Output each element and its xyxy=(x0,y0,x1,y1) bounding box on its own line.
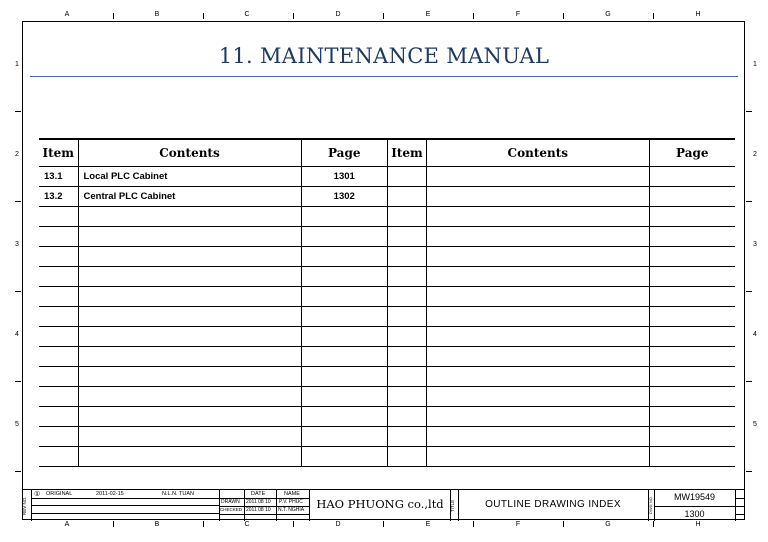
cell-content xyxy=(78,407,301,427)
cell-content xyxy=(426,247,649,267)
table-row xyxy=(39,307,387,327)
cell-item xyxy=(388,407,427,427)
cell-item xyxy=(39,347,78,367)
cell-page xyxy=(649,227,735,247)
table-row xyxy=(39,347,387,367)
cell-content xyxy=(78,267,301,287)
table-row xyxy=(39,207,387,227)
cell-item xyxy=(39,387,78,407)
cell-item xyxy=(39,207,78,227)
cell-content xyxy=(426,447,649,467)
rev-description: ORIGINAL xyxy=(46,491,73,497)
cell-page xyxy=(649,367,735,387)
table-row xyxy=(388,387,736,407)
table-row xyxy=(388,207,736,227)
cell-content xyxy=(426,267,649,287)
zone-column-label: D xyxy=(335,521,341,528)
table-row xyxy=(39,267,387,287)
cell-page xyxy=(301,387,387,407)
cell-page xyxy=(649,167,735,187)
cell-item xyxy=(39,447,78,467)
cell-item: 13.2 xyxy=(39,187,78,207)
cell-item xyxy=(39,427,78,447)
cell-item xyxy=(388,167,427,187)
zone-row-label: 5 xyxy=(753,421,757,428)
cell-content xyxy=(426,227,649,247)
cell-content xyxy=(426,327,649,347)
name-header: NAME xyxy=(284,491,300,497)
title-label: TITLE xyxy=(450,499,455,513)
dwg-no-label: DWG NO. xyxy=(648,496,653,515)
cell-content xyxy=(78,427,301,447)
cell-item xyxy=(388,327,427,347)
cell-page xyxy=(649,267,735,287)
drawing-title: OUTLINE DRAWING INDEX xyxy=(485,499,621,510)
zone-row-label: 4 xyxy=(15,331,19,338)
cell-content xyxy=(426,407,649,427)
cell-content xyxy=(426,387,649,407)
drawn-name: P.V. PHUC xyxy=(279,499,303,505)
table-row xyxy=(39,407,387,427)
table-row xyxy=(388,307,736,327)
table-row xyxy=(39,367,387,387)
checked-date: 2011 08 10 xyxy=(246,507,271,513)
cell-item xyxy=(39,307,78,327)
cell-item xyxy=(39,267,78,287)
checked-name: N.T. NGHIA xyxy=(278,507,305,513)
cell-page: 1301 xyxy=(301,167,387,187)
table-row xyxy=(39,227,387,247)
cell-item xyxy=(388,247,427,267)
header-page: Page xyxy=(301,139,387,167)
zone-column-label: E xyxy=(425,11,431,18)
zone-column-label: C xyxy=(244,11,250,18)
cell-page xyxy=(301,347,387,367)
drawn-date: 2011 08 10 xyxy=(246,499,271,505)
company-name: HAO PHUONG co.,ltd xyxy=(316,497,444,511)
table-row xyxy=(39,387,387,407)
table-row xyxy=(388,227,736,247)
zone-column-label: B xyxy=(154,11,160,18)
table-row xyxy=(388,427,736,447)
header-item: Item xyxy=(39,139,78,167)
rev-by: N.L.N. TUAN xyxy=(162,491,194,497)
zone-row-label: 1 xyxy=(15,61,19,68)
header-item: Item xyxy=(388,139,427,167)
cell-page xyxy=(649,247,735,267)
index-table-left xyxy=(39,138,387,467)
cell-content xyxy=(78,347,301,367)
table-row xyxy=(388,367,736,387)
zone-column-label: D xyxy=(335,11,341,18)
cell-item xyxy=(388,307,427,327)
title-block xyxy=(22,489,745,521)
zone-row-label: 4 xyxy=(753,331,757,338)
rev-mark: ① xyxy=(34,491,41,498)
table-row xyxy=(388,267,736,287)
table-row xyxy=(388,187,736,207)
cell-page xyxy=(301,227,387,247)
table-row xyxy=(388,447,736,467)
cell-content xyxy=(78,227,301,247)
cell-item xyxy=(39,227,78,247)
cell-page xyxy=(649,207,735,227)
cell-item xyxy=(388,447,427,467)
cell-item xyxy=(388,227,427,247)
cell-content xyxy=(78,307,301,327)
table-row xyxy=(39,187,387,207)
cell-content xyxy=(78,387,301,407)
rev-date: 2011-02-15 xyxy=(96,491,124,497)
zone-column-label: A xyxy=(64,521,70,528)
zone-column-label: H xyxy=(695,11,701,18)
date-header: DATE xyxy=(251,491,266,497)
cell-item xyxy=(388,207,427,227)
cell-content xyxy=(426,287,649,307)
zone-row-label: 3 xyxy=(753,241,757,248)
table-row xyxy=(388,347,736,367)
cell-item xyxy=(39,327,78,347)
zone-row-label: 2 xyxy=(15,151,19,158)
rev-no-label: REV NO. xyxy=(22,496,27,516)
table-row xyxy=(388,167,736,187)
cell-content: Local PLC Cabinet xyxy=(78,167,301,187)
sheet-number: 1300 xyxy=(684,509,705,519)
zone-column-label: A xyxy=(64,11,70,18)
cell-content xyxy=(78,247,301,267)
cell-page xyxy=(301,307,387,327)
zone-column-label: G xyxy=(605,521,611,528)
table-row xyxy=(39,247,387,267)
table-row xyxy=(388,247,736,267)
cell-content xyxy=(78,327,301,347)
cell-page xyxy=(649,287,735,307)
project-number: MW19549 xyxy=(673,492,716,502)
cell-page xyxy=(649,327,735,347)
cell-item xyxy=(39,367,78,387)
zone-row-label: 1 xyxy=(753,61,757,68)
page-title: 11. MAINTENANCE MANUAL xyxy=(218,44,550,68)
table-row xyxy=(39,327,387,347)
cell-page xyxy=(649,447,735,467)
cell-page xyxy=(301,447,387,467)
table-row xyxy=(388,327,736,347)
cell-item xyxy=(388,267,427,287)
table-row xyxy=(388,407,736,427)
table-row xyxy=(39,287,387,307)
cell-content xyxy=(426,187,649,207)
cell-item xyxy=(39,407,78,427)
cell-page xyxy=(649,427,735,447)
cell-page xyxy=(649,347,735,367)
cell-item xyxy=(388,347,427,367)
cell-page xyxy=(649,407,735,427)
cell-content xyxy=(78,367,301,387)
zone-row-label: 3 xyxy=(15,241,19,248)
cell-content xyxy=(426,307,649,327)
cell-page xyxy=(301,207,387,227)
zone-row-label: 5 xyxy=(15,421,19,428)
cell-page xyxy=(301,367,387,387)
header-page: Page xyxy=(649,139,735,167)
cell-item xyxy=(39,287,78,307)
cell-content xyxy=(426,427,649,447)
table-row xyxy=(39,447,387,467)
table-row xyxy=(39,427,387,447)
checked-label: CHECKED xyxy=(220,507,243,512)
table-row xyxy=(388,287,736,307)
cell-page xyxy=(649,307,735,327)
zone-column-label: E xyxy=(425,521,431,528)
cell-page xyxy=(301,287,387,307)
title-underline xyxy=(30,76,738,77)
cell-content xyxy=(78,207,301,227)
zone-column-label: G xyxy=(605,11,611,18)
table-row xyxy=(39,167,387,187)
drawn-label: DRAWN xyxy=(221,499,240,505)
cell-page xyxy=(649,387,735,407)
cell-content xyxy=(78,447,301,467)
header-contents: Contents xyxy=(426,139,649,167)
zone-column-label: B xyxy=(154,521,160,528)
cell-content: Central PLC Cabinet xyxy=(78,187,301,207)
header-contents: Contents xyxy=(78,139,301,167)
cell-item xyxy=(39,247,78,267)
zone-column-label: F xyxy=(515,521,521,528)
cell-item xyxy=(388,387,427,407)
cell-content xyxy=(426,207,649,227)
cell-content xyxy=(78,287,301,307)
cell-page xyxy=(301,267,387,287)
cell-page xyxy=(301,407,387,427)
cell-page xyxy=(301,247,387,267)
zone-column-label: H xyxy=(695,521,701,528)
cell-item xyxy=(388,427,427,447)
cell-content xyxy=(426,167,649,187)
cell-item xyxy=(388,187,427,207)
cell-page xyxy=(301,327,387,347)
cell-page: 1302 xyxy=(301,187,387,207)
index-table-right xyxy=(387,138,735,467)
cell-item xyxy=(388,367,427,387)
cell-content xyxy=(426,367,649,387)
zone-column-label: F xyxy=(515,11,521,18)
cell-content xyxy=(426,347,649,367)
cell-item: 13.1 xyxy=(39,167,78,187)
cell-item xyxy=(388,287,427,307)
zone-column-label: C xyxy=(244,521,250,528)
zone-row-label: 2 xyxy=(753,151,757,158)
cell-page xyxy=(649,187,735,207)
cell-page xyxy=(301,427,387,447)
